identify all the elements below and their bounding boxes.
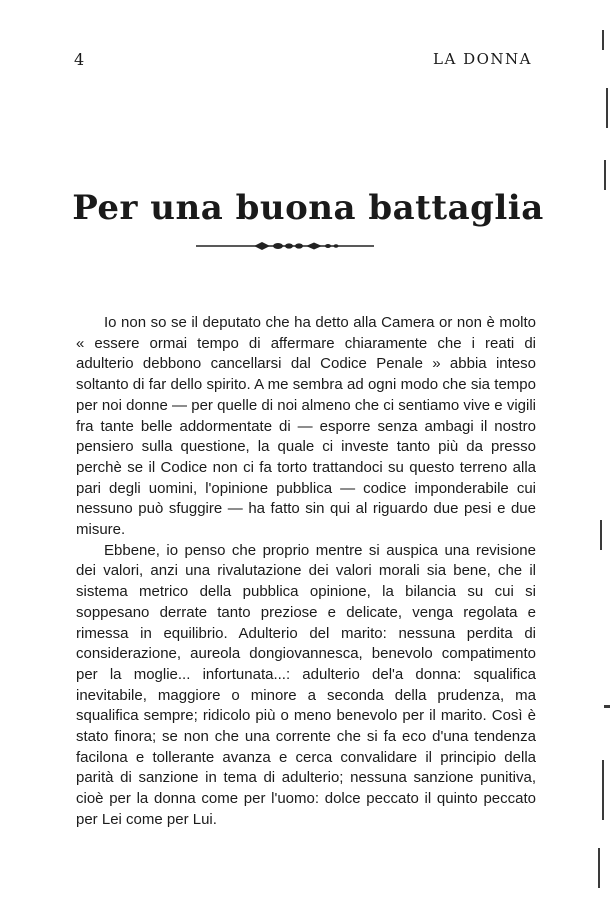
scan-edge-mark — [598, 848, 600, 888]
title-ornament-rule — [196, 238, 374, 254]
scan-edge-mark — [604, 705, 610, 708]
paragraph: Io non so se il deputato che ha detto alla Camera or non è molto « essere ormai tempo di affermare chiaramente che i reati di adulterio debbono cancellarsi dal Codice Penale » abbia inteso soltanto di far dello spirito. A me sembra ad ogni modo che sia tempo per noi donne — per quelle di noi almeno che ci sentiamo vive e vigili fra tante belle addormentate di — esporre senza ambagi il nostro pensiero sulla questione, la quale ci investe tanto più da presso perchè se il Codice non ci fa torto trattandoci su questo terreno alla pari degli uomini, l'opinione pubblica — codice imponderabile cui nessuno può sfuggire — ha fatto sin qui al riguardo due pesi e due misure. — [76, 314, 536, 539]
scan-edge-mark — [602, 760, 604, 820]
scan-edge-mark — [606, 88, 608, 128]
article-title: Per una buona battaglia — [72, 188, 544, 228]
article-body — [76, 313, 536, 831]
scan-edge-mark — [604, 160, 606, 190]
scan-edge-mark — [600, 520, 602, 550]
running-head: LA DONNA — [433, 50, 532, 68]
paragraph: Ebbene, io penso che proprio mentre si auspica una revisione dei valori, anzi una rivalutazione dei valori morali sia bene, che il sistema metrico della pubblica opinione, la bilancia su cui si soppesano derrate tanto preziose e delicate, venga regolata e rimessa in equilibrio. Adulterio del marito: nessuna perdita di considerazione, aureola dongiovannesca, benevolo compatimento per la moglie... infortunata...: adulterio del'a donna: squalifica inevitabile, maggiore o minore a seconda della prudenza, ma squalifica sempre; ridicolo più o meno benevolo per il marito. Così è stato finora; se non che una corrente che si fa eco d'una tendenza facilona e tollerante avanza e cerca convalidare il principio della parità di sanzione in tema di adulterio; nessuna sanzione punitiva, cioè per la donna come per l'uomo: dolce peccato il quinto peccato per Lei come per Lui. — [76, 541, 536, 828]
page-number: 4 — [74, 50, 85, 69]
scan-edge-mark — [602, 30, 604, 50]
